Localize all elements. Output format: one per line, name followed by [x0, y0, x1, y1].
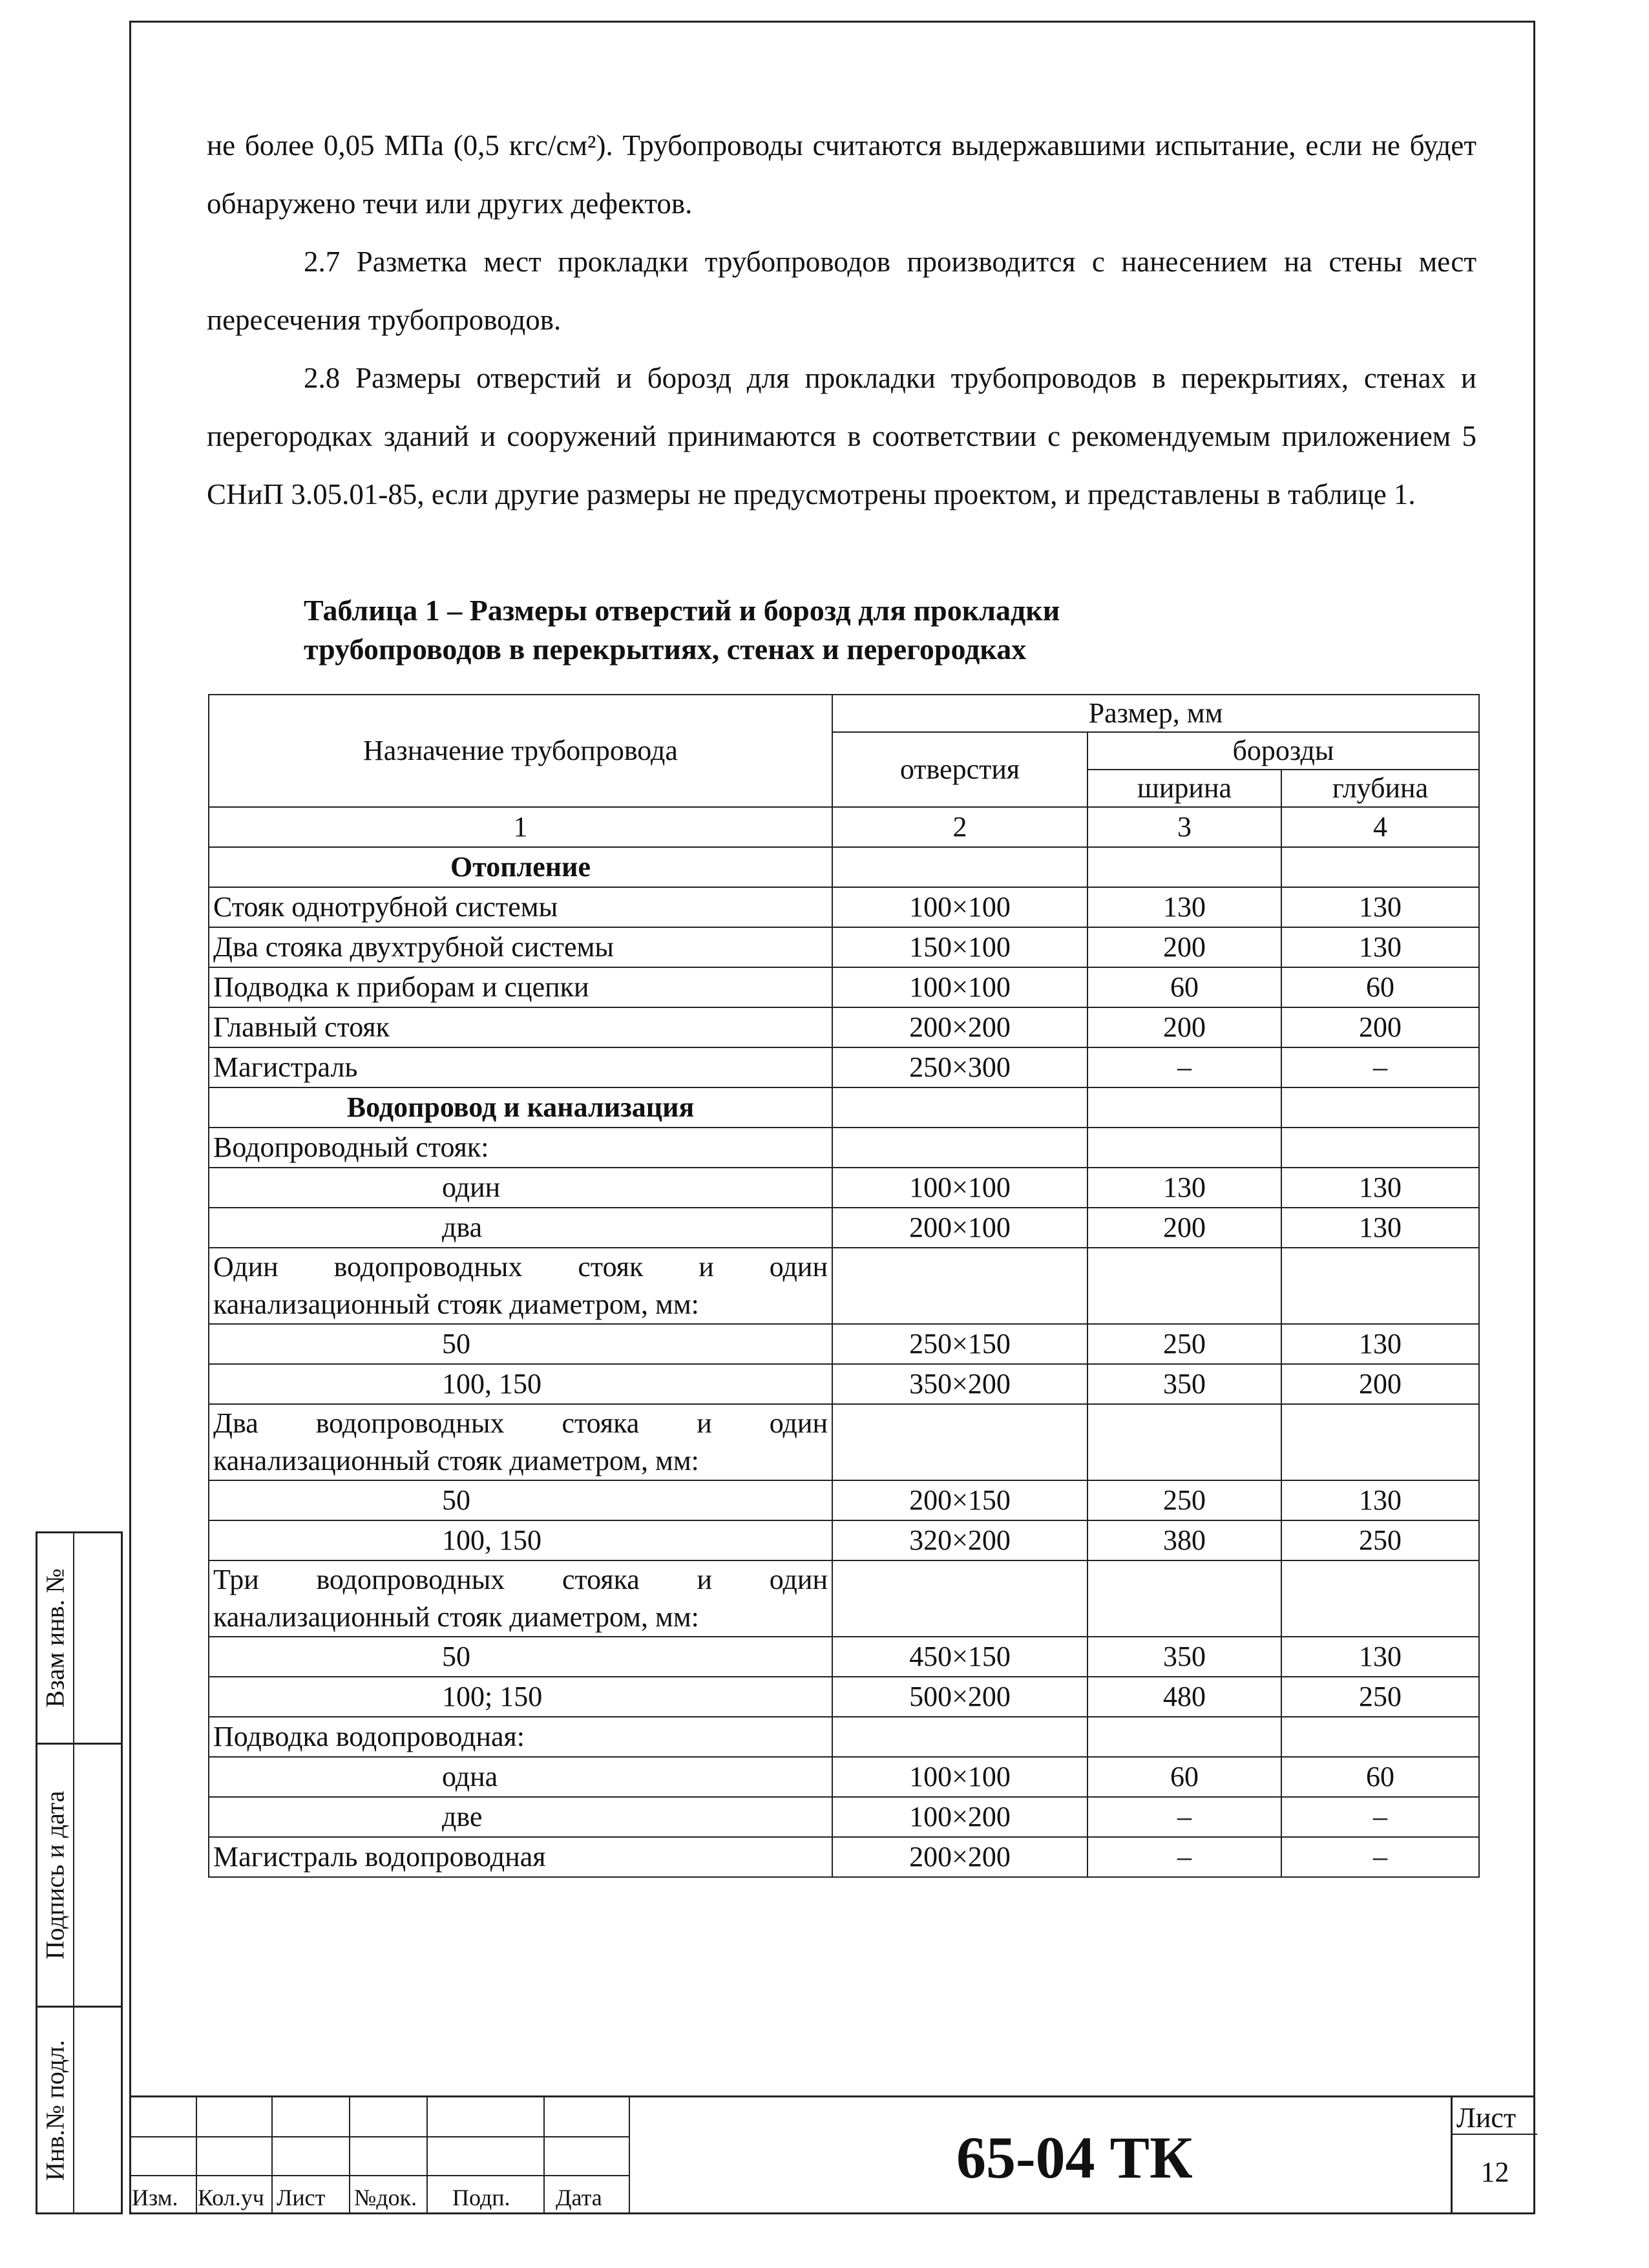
cell-hole	[832, 1087, 1087, 1128]
cell-hole	[832, 1404, 1087, 1480]
row-name: Главный стояк	[209, 1007, 832, 1047]
cell-depth	[1281, 1248, 1479, 1324]
row-name: Подводка водопроводная:	[209, 1717, 832, 1757]
stamp-inv	[36, 2008, 123, 2214]
cell-width: 200	[1087, 1007, 1281, 1047]
row-name: 100, 150	[209, 1520, 832, 1560]
row-name: Три водопроводных стояка и один канализационный стояк диаметром, мм:	[209, 1560, 832, 1637]
title-block-grid	[129, 2097, 630, 2214]
cell-depth: –	[1281, 1047, 1479, 1087]
header-width: ширина	[1087, 770, 1281, 807]
table-row	[209, 1128, 1479, 1168]
cell-width: 380	[1087, 1520, 1281, 1560]
row-name: две	[209, 1797, 832, 1837]
cell-hole: 320×200	[832, 1520, 1087, 1560]
table-row	[209, 1047, 1479, 1087]
cell-hole: 200×100	[832, 1208, 1087, 1248]
table-row	[209, 927, 1479, 967]
cell-hole: 100×200	[832, 1797, 1087, 1837]
cell-width: 350	[1087, 1637, 1281, 1677]
row-name: Два стояка двухтрубной системы	[209, 927, 832, 967]
table-row	[209, 1797, 1479, 1837]
header-size: Размер, мм	[832, 695, 1479, 732]
header-depth: глубина	[1281, 770, 1479, 807]
cell-width: 60	[1087, 967, 1281, 1007]
cell-hole	[832, 1717, 1087, 1757]
table-row	[209, 1837, 1479, 1877]
table-row	[209, 1404, 1479, 1480]
tb-izm: Изм.	[132, 2185, 178, 2210]
table-row	[209, 1560, 1479, 1637]
row-name: 50	[209, 1480, 832, 1520]
cell-width	[1087, 1087, 1281, 1128]
cell-depth: –	[1281, 1797, 1479, 1837]
cell-hole: 350×200	[832, 1364, 1087, 1404]
row-name: одна	[209, 1757, 832, 1797]
cell-width: –	[1087, 1047, 1281, 1087]
row-name: Подводка к приборам и сцепки	[209, 967, 832, 1007]
sizes-table	[208, 694, 1480, 1878]
cell-depth	[1281, 1087, 1479, 1128]
cell-hole: 250×150	[832, 1324, 1087, 1364]
stamp-podpis-label: Подпись и дата	[40, 1790, 70, 1960]
section-title: Отопление	[209, 847, 832, 887]
stamp-vzam	[36, 1531, 123, 1745]
cell-depth	[1281, 847, 1479, 887]
paragraph-2-8: 2.8 Размеры отверстий и борозд для прокладки трубопроводов в перекрытиях, стенах и перегородках зданий и сооружений принимаются в соответствии с рекомендуемым приложением 5 СНиП 3.05.01-85, если другие размеры не предусмотрены проектом, и представлены в таблице 1.	[207, 362, 1476, 510]
cell-width	[1087, 847, 1281, 887]
cell-width	[1087, 1717, 1281, 1757]
cell-hole: 200×200	[832, 1007, 1087, 1047]
table-row	[209, 1520, 1479, 1560]
table-row	[209, 1168, 1479, 1208]
cell-width: 200	[1087, 1208, 1281, 1248]
cell-depth: 130	[1281, 1637, 1479, 1677]
header-col-number: 3	[1087, 807, 1281, 847]
sheet-number: 12	[1480, 2156, 1509, 2188]
row-name: 50	[209, 1324, 832, 1364]
cell-width	[1087, 1128, 1281, 1168]
table-row	[209, 1677, 1479, 1717]
sheet-box	[1451, 2097, 1537, 2214]
cell-depth: 200	[1281, 1007, 1479, 1047]
table-row	[209, 887, 1479, 927]
table-caption-line-2: трубопроводов в перекрытиях, стенах и перегородках	[304, 633, 1027, 666]
cell-depth: 250	[1281, 1677, 1479, 1717]
cell-depth: 130	[1281, 887, 1479, 927]
row-name: Два водопроводных стояка и один канализационный стояк диаметром, мм:	[209, 1404, 832, 1480]
cell-hole	[832, 1560, 1087, 1637]
cell-depth: 130	[1281, 1480, 1479, 1520]
sheet-label: Лист	[1456, 2102, 1517, 2134]
table-row	[209, 1364, 1479, 1404]
cell-hole: 500×200	[832, 1677, 1087, 1717]
section-title: Водопровод и канализация	[209, 1087, 832, 1128]
header-col-number: 4	[1281, 807, 1479, 847]
row-name: Один водопроводных стояк и один канализационный стояк диаметром, мм:	[209, 1248, 832, 1324]
table-caption-line-1: Таблица 1 – Размеры отверстий и борозд для прокладки	[304, 594, 1060, 627]
cell-width: 130	[1087, 887, 1281, 927]
table-row	[209, 1637, 1479, 1677]
cell-hole: 200×150	[832, 1480, 1087, 1520]
row-name: Водопроводный стояк:	[209, 1128, 832, 1168]
cell-depth	[1281, 1404, 1479, 1480]
tb-podp: Подп.	[452, 2185, 510, 2210]
cell-hole: 450×150	[832, 1637, 1087, 1677]
header-col-number: 2	[832, 807, 1087, 847]
cell-hole	[832, 1248, 1087, 1324]
cell-hole: 100×100	[832, 1757, 1087, 1797]
cell-depth	[1281, 1128, 1479, 1168]
table-row	[209, 967, 1479, 1007]
table-body	[209, 847, 1479, 1877]
cell-hole: 100×100	[832, 1168, 1087, 1208]
table-row	[209, 1324, 1479, 1364]
cell-width: –	[1087, 1837, 1281, 1877]
tb-ndok: №док.	[354, 2185, 417, 2210]
cell-hole: 200×200	[832, 1837, 1087, 1877]
stamp-vzam-label: Взам инв. №	[40, 1568, 70, 1708]
table-row	[209, 1087, 1479, 1128]
header-purpose: Назначение трубопровода	[209, 695, 832, 807]
table-row	[209, 1717, 1479, 1757]
cell-width: 480	[1087, 1677, 1281, 1717]
cell-width	[1087, 1248, 1281, 1324]
header-hole: отверстия	[832, 732, 1087, 807]
cell-depth: 130	[1281, 1208, 1479, 1248]
cell-depth: –	[1281, 1837, 1479, 1877]
stamp-podpis	[36, 1745, 123, 2008]
cell-width: 60	[1087, 1757, 1281, 1797]
cell-depth: 60	[1281, 1757, 1479, 1797]
cell-hole: 250×300	[832, 1047, 1087, 1087]
title-block	[129, 2095, 1535, 2214]
row-name: 50	[209, 1637, 832, 1677]
document-code: 65-04 ТК	[956, 2125, 1193, 2190]
cell-hole	[832, 847, 1087, 887]
header-grooves: борозды	[1087, 732, 1479, 770]
header-col-number: 1	[209, 807, 832, 847]
stamp-inv-label: Инв.№ подл.	[40, 2039, 70, 2181]
row-name: два	[209, 1208, 832, 1248]
cell-depth: 130	[1281, 1324, 1479, 1364]
cell-width: 250	[1087, 1480, 1281, 1520]
cell-hole	[832, 1128, 1087, 1168]
table-row	[209, 1480, 1479, 1520]
cell-width: 130	[1087, 1168, 1281, 1208]
cell-width	[1087, 1560, 1281, 1637]
cell-depth	[1281, 1717, 1479, 1757]
cell-width: 250	[1087, 1324, 1281, 1364]
cell-depth: 130	[1281, 927, 1479, 967]
paragraph-2-7: 2.7 Разметка мест прокладки трубопроводов производится с нанесением на стены мест пересечения трубопроводов.	[207, 246, 1476, 336]
table-caption	[304, 591, 1402, 669]
table-row	[209, 847, 1479, 887]
cell-hole: 100×100	[832, 967, 1087, 1007]
cell-width: –	[1087, 1797, 1281, 1837]
row-name: Стояк однотрубной системы	[209, 887, 832, 927]
tb-list: Лист	[277, 2185, 326, 2210]
cell-depth	[1281, 1560, 1479, 1637]
row-name: Магистраль	[209, 1047, 832, 1087]
paragraph-1: не более 0,05 МПа (0,5 кгс/см²). Трубопроводы считаются выдержавшими испытание, если не будет обнаружено течи или других дефектов.	[207, 129, 1476, 220]
row-name: один	[209, 1168, 832, 1208]
row-name: Магистраль водопроводная	[209, 1837, 832, 1877]
cell-depth: 200	[1281, 1364, 1479, 1404]
cell-width: 200	[1087, 927, 1281, 967]
cell-hole: 100×100	[832, 887, 1087, 927]
cell-width: 350	[1087, 1364, 1281, 1404]
table-row	[209, 1757, 1479, 1797]
cell-depth: 250	[1281, 1520, 1479, 1560]
table-row	[209, 1007, 1479, 1047]
cell-depth: 60	[1281, 967, 1479, 1007]
cell-width	[1087, 1404, 1281, 1480]
table-row	[209, 1208, 1479, 1248]
row-name: 100, 150	[209, 1364, 832, 1404]
tb-data: Дата	[556, 2185, 602, 2210]
tb-kol: Кол.уч	[198, 2185, 264, 2210]
cell-depth: 130	[1281, 1168, 1479, 1208]
row-name: 100; 150	[209, 1677, 832, 1717]
cell-hole: 150×100	[832, 927, 1087, 967]
table-row	[209, 1248, 1479, 1324]
